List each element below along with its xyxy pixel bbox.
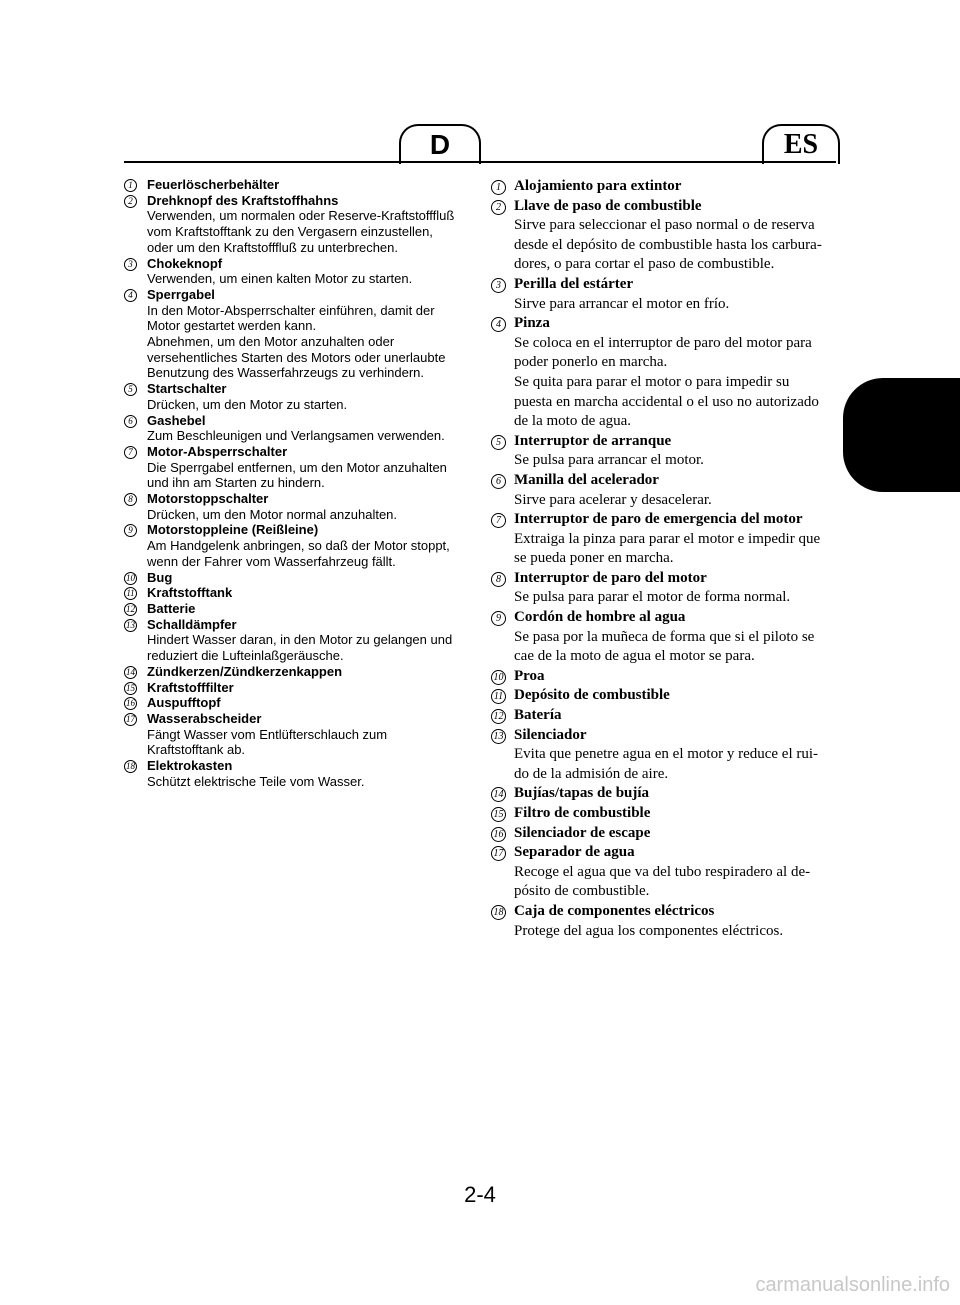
german-list-item xyxy=(124,381,470,412)
item-title: Elektrokasten xyxy=(147,758,233,774)
item-number-badge: 6 xyxy=(491,474,506,489)
item-description-line: Schützt elektrische Teile vom Wasser. xyxy=(147,773,365,789)
item-description-line: reduziert die Lufteinlaßgeräusche. xyxy=(147,648,344,664)
item-description-line: pósito de combustible. xyxy=(514,883,650,900)
item-description-line: Drücken, um den Motor normal anzuhalten. xyxy=(147,506,398,522)
item-description-line: Kraftstofftank ab. xyxy=(147,742,246,758)
german-list-item xyxy=(124,758,470,789)
item-description-line: Drücken, um den Motor zu starten. xyxy=(147,396,348,412)
item-title: Motorstoppschalter xyxy=(147,491,269,507)
item-title: Alojamiento para extintor xyxy=(514,178,682,194)
german-list-item xyxy=(124,680,470,696)
german-list-item xyxy=(124,570,470,586)
item-number-badge: 5 xyxy=(124,383,137,396)
item-number-badge: 18 xyxy=(126,761,135,772)
spanish-list-item xyxy=(491,432,837,471)
german-list-item xyxy=(124,617,470,664)
section-thumb-tab xyxy=(843,378,960,492)
item-description-line: Am Handgelenk anbringen, so daß der Motor stoppt, xyxy=(147,538,450,554)
item-number-badge: 10 xyxy=(491,670,506,685)
spanish-list-item xyxy=(491,569,837,608)
item-number-badge: 15 xyxy=(491,807,506,822)
item-description-line: Zum Beschleunigen und Verlangsamen verwenden. xyxy=(147,428,445,444)
item-description-line: Evita que penetre agua en el motor y reduce el rui- xyxy=(514,746,819,763)
page-number: 2-4 xyxy=(464,1182,496,1207)
item-number-badge: 16 xyxy=(126,698,135,709)
item-number-badge: 1 xyxy=(491,180,506,195)
item-title: Llave de paso de combustible xyxy=(514,197,702,214)
spanish-list-item xyxy=(491,784,837,804)
item-description-line: cae de la moto de agua el motor se para. xyxy=(514,648,755,665)
german-list-item xyxy=(124,695,470,711)
item-title: Zündkerzen/Zündkerzenkappen xyxy=(147,663,343,679)
german-list-item xyxy=(124,585,470,601)
item-number-badge: 3 xyxy=(124,258,137,271)
item-description-line: dores, o para cortar el paso de combustible. xyxy=(514,256,775,273)
item-number-badge: 8 xyxy=(124,493,137,506)
item-title: Silenciador de escape xyxy=(514,824,651,841)
item-description-line: In den Motor-Absperrschalter einführen, damit der xyxy=(147,302,435,318)
spanish-list-item xyxy=(491,804,837,824)
spanish-list-item xyxy=(491,510,837,569)
item-number-badge: 14 xyxy=(491,787,506,802)
item-title: Gashebel xyxy=(147,412,206,428)
item-description-line: Se pulsa para arrancar el motor. xyxy=(514,452,704,469)
german-list-item xyxy=(124,193,470,256)
item-description-line: Se pulsa para parar el motor de forma normal. xyxy=(514,589,791,606)
spanish-list-item xyxy=(491,726,837,785)
item-title: Filtro de combustible xyxy=(514,805,651,821)
item-number-badge: 12 xyxy=(491,709,506,724)
item-title: Kraftstofftank xyxy=(147,585,233,601)
item-number-badge: 1 xyxy=(124,179,137,192)
item-title: Cordón de hombre al agua xyxy=(514,609,686,626)
item-description-line: Se quita para parar el motor o para impedir su xyxy=(514,373,790,390)
spanish-list-item xyxy=(491,843,837,902)
item-title: Interruptor de paro del motor xyxy=(514,569,707,586)
item-description-line: se pueda poner en marcha. xyxy=(514,550,674,567)
item-number-badge: 6 xyxy=(124,415,137,428)
german-list-item xyxy=(124,287,470,381)
item-number-badge: 8 xyxy=(491,572,506,587)
item-description-line: Abnehmen, um den Motor anzuhalten oder xyxy=(147,334,395,350)
language-tab-spanish: ES xyxy=(762,124,840,164)
spanish-list-item xyxy=(491,314,837,432)
spanish-list-item xyxy=(491,275,837,314)
header-rule xyxy=(124,161,836,163)
spanish-list-item xyxy=(491,471,837,510)
language-tab-german: D xyxy=(399,124,481,164)
item-description-line: Fängt Wasser vom Entlüfterschlauch zum xyxy=(147,726,388,742)
item-number-badge: 9 xyxy=(491,611,506,626)
item-number-badge: 18 xyxy=(491,905,506,920)
item-description-line: vom Kraftstofftank zu den Vergasern einzustellen, xyxy=(147,224,433,240)
german-list-item xyxy=(124,711,470,758)
item-description-line: poder ponerlo en marcha. xyxy=(514,354,668,371)
item-number-badge: 10 xyxy=(126,572,135,583)
item-description-line: und ihn am Starten zu hindern. xyxy=(147,475,325,491)
item-description-line: Sirve para acelerar y desacelerar. xyxy=(514,491,712,508)
item-description-line: Recoge el agua que va del tubo respiradero al de- xyxy=(514,863,811,880)
item-number-badge: 2 xyxy=(124,195,137,208)
item-title: Proa xyxy=(514,667,545,684)
item-description-line: Verwenden, um einen kalten Motor zu starten. xyxy=(147,271,413,287)
item-title: Separador de agua xyxy=(514,844,635,861)
german-list-item xyxy=(124,177,470,193)
german-list-item xyxy=(124,444,470,491)
german-list-item xyxy=(124,522,470,569)
item-title: Motor-Absperrschalter xyxy=(147,443,288,459)
item-title: Pinza xyxy=(514,315,550,332)
item-description-line: Se coloca en el interruptor de paro del motor para xyxy=(514,334,812,351)
item-description-line: Se pasa por la muñeca de forma que si el piloto se xyxy=(514,628,815,645)
item-title: Caja de componentes eléctricos xyxy=(514,902,715,919)
item-number-badge: 13 xyxy=(491,729,506,744)
item-title: Batterie xyxy=(147,600,196,616)
item-title: Auspufftopf xyxy=(147,695,221,711)
item-number-badge: 11 xyxy=(124,587,137,600)
item-title: Depósito de combustible xyxy=(514,687,670,704)
item-number-badge: 7 xyxy=(124,446,137,459)
item-number-badge: 7 xyxy=(491,513,506,528)
item-description-line: Motor gestartet werden kann. xyxy=(147,318,317,334)
german-list-item xyxy=(124,601,470,617)
item-title: Silenciador xyxy=(514,726,587,743)
spanish-list-item xyxy=(491,824,837,844)
item-title: Interruptor de paro de emergencia del motor xyxy=(514,511,803,528)
spanish-list-item xyxy=(491,902,837,941)
item-description-line: Hindert Wasser daran, in den Motor zu gelangen und xyxy=(147,632,453,648)
item-title: Kraftstofffilter xyxy=(147,679,234,695)
item-title: Bug xyxy=(147,569,173,585)
spanish-list-item xyxy=(491,667,837,687)
item-number-badge: 17 xyxy=(126,713,135,724)
item-description-line: oder um den Kraftstofffluß zu unterbrechen. xyxy=(147,239,398,255)
item-description-line: Benutzung des Wasserfahrzeugs zu verhindern. xyxy=(147,365,425,381)
item-title: Drehknopf des Kraftstoffhahns xyxy=(147,192,339,208)
item-description-line: Extraiga la pinza para parar el motor e impedir que xyxy=(514,530,821,547)
german-list-item xyxy=(124,256,470,287)
item-title: Manilla del acelerador xyxy=(514,471,659,488)
item-title: Bujías/tapas de bujía xyxy=(514,785,650,802)
item-description-line: puesta en marcha accidental o el uso no autorizado xyxy=(514,393,819,410)
item-title: Perilla del estárter xyxy=(514,275,634,292)
item-title: Wasserabscheider xyxy=(147,710,262,726)
spanish-column xyxy=(491,177,837,941)
item-description-line: de la moto de agua. xyxy=(514,413,632,430)
item-number-badge: 11 xyxy=(491,689,506,704)
german-column xyxy=(124,177,470,789)
item-description-line: Sirve para arrancar el motor en frío. xyxy=(514,295,730,312)
item-description-line: do de la admisión de aire. xyxy=(514,765,669,782)
item-description-line: Sirve para seleccionar el paso normal o de reserva xyxy=(514,217,815,234)
item-title: Sperrgabel xyxy=(147,286,215,302)
item-title: Schalldämpfer xyxy=(147,616,237,632)
item-number-badge: 17 xyxy=(491,846,506,861)
item-number-badge: 3 xyxy=(491,278,506,293)
item-number-badge: 13 xyxy=(126,619,135,630)
spanish-list-item xyxy=(491,177,837,197)
item-number-badge: 4 xyxy=(491,317,506,332)
item-description-line: Die Sperrgabel entfernen, um den Motor anzuhalten xyxy=(147,459,447,475)
item-description-line: Protege del agua los componentes eléctricos. xyxy=(514,922,784,939)
item-number-badge: 14 xyxy=(126,666,135,677)
item-description-line: wenn der Fahrer vom Wasserfahrzeug fällt. xyxy=(147,553,396,569)
watermark: carmanualsonline.info xyxy=(755,1274,950,1296)
spanish-list-item xyxy=(491,706,837,726)
item-title: Feuerlöscherbehälter xyxy=(147,177,280,192)
item-title: Interruptor de arranque xyxy=(514,432,672,449)
item-number-badge: 9 xyxy=(124,524,137,537)
spanish-list-item xyxy=(491,197,837,275)
item-title: Chokeknopf xyxy=(147,255,223,271)
item-number-badge: 2 xyxy=(491,200,506,215)
item-title: Startschalter xyxy=(147,381,227,397)
spanish-list-item xyxy=(491,686,837,706)
spanish-list-item xyxy=(491,608,837,667)
item-title: Batería xyxy=(514,707,562,724)
item-description-line: desde el depósito de combustible hasta los carbura- xyxy=(514,236,822,253)
item-number-badge: 16 xyxy=(491,827,506,842)
item-number-badge: 15 xyxy=(126,682,135,693)
item-number-badge: 4 xyxy=(124,289,137,302)
german-list-item xyxy=(124,413,470,444)
item-description-line: Verwenden, um normalen oder Reserve-Kraftstofffluß xyxy=(147,208,455,224)
item-title: Motorstoppleine (Reißleine) xyxy=(147,522,319,538)
item-number-badge: 12 xyxy=(126,603,135,614)
german-list-item xyxy=(124,664,470,680)
item-description-line: versehentliches Starten des Motors oder unerlaubte xyxy=(147,349,446,365)
german-list-item xyxy=(124,491,470,522)
item-number-badge: 5 xyxy=(491,435,506,450)
